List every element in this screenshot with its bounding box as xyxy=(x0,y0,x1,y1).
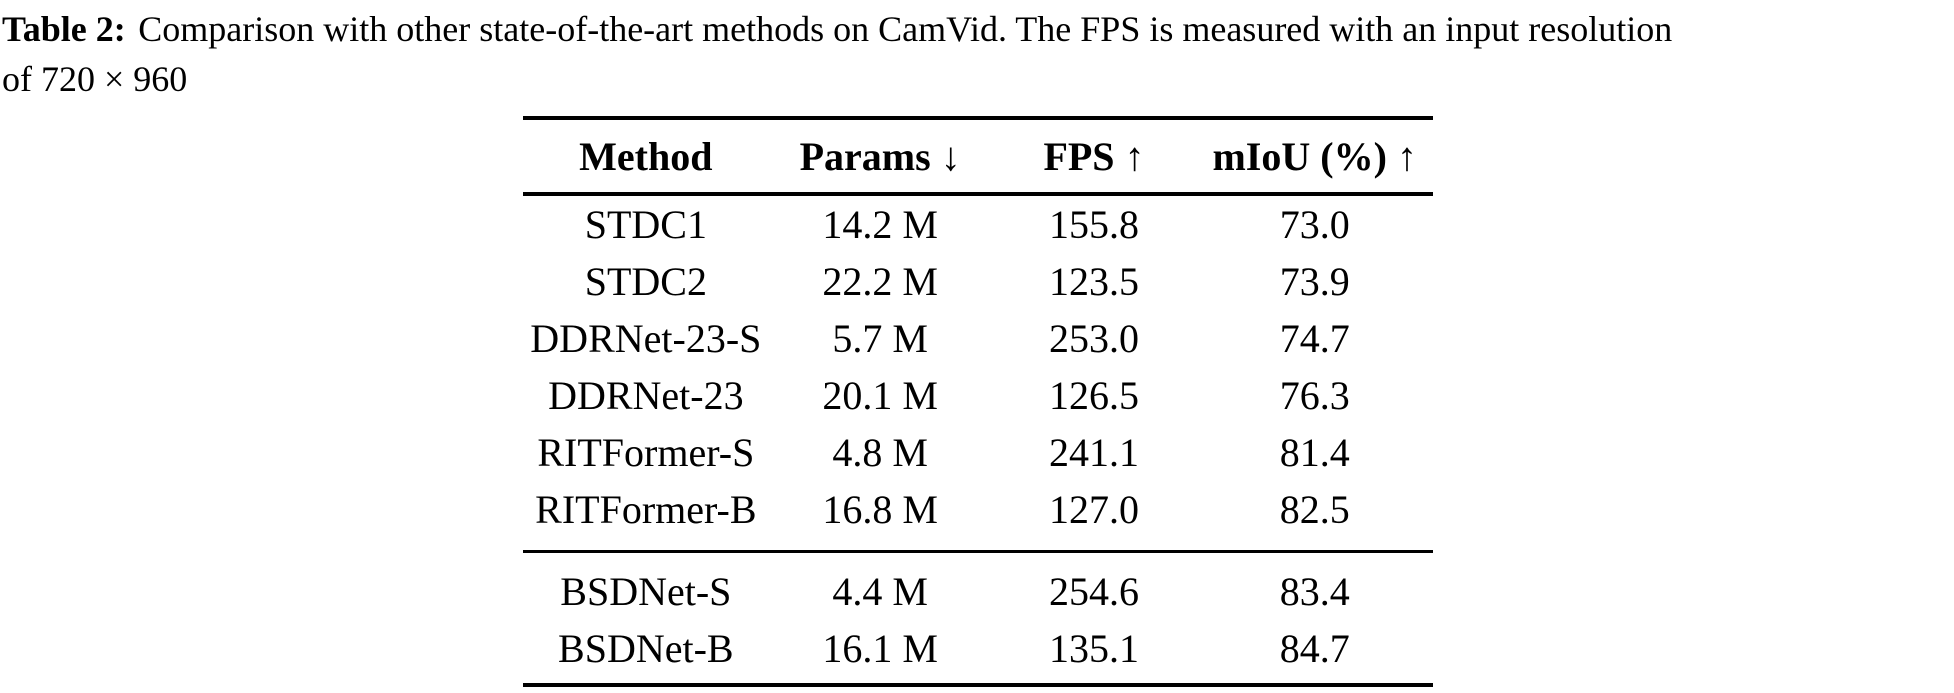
table-row xyxy=(523,481,1433,552)
table-row xyxy=(523,253,1433,310)
table-row xyxy=(523,367,1433,424)
cell-method: BSDNet-S xyxy=(560,569,732,614)
cell-miou: 76.3 xyxy=(1279,373,1350,418)
cell-method: BSDNet-B xyxy=(558,626,734,671)
cell-fps: 254.6 xyxy=(1049,569,1139,614)
col-header-miou: mIoU (%) ↑ xyxy=(1212,133,1417,179)
table-caption xyxy=(0,0,1954,104)
cell-method: RITFormer-S xyxy=(537,430,755,475)
cell-params: 22.2 M xyxy=(822,259,938,304)
caption-line-1 xyxy=(2,4,1954,54)
cell-fps: 123.5 xyxy=(1049,259,1139,304)
table-header xyxy=(523,118,1433,194)
caption-label: Table 2: xyxy=(2,9,126,49)
cell-miou: 83.4 xyxy=(1279,569,1350,614)
cell-method: STDC2 xyxy=(584,259,707,304)
cell-params: 4.4 M xyxy=(832,569,928,614)
cell-miou: 73.0 xyxy=(1279,202,1350,247)
cell-miou: 81.4 xyxy=(1279,430,1350,475)
caption-text-line2: of 720 × 960 xyxy=(2,59,188,99)
cell-fps: 241.1 xyxy=(1049,430,1139,475)
cell-method: DDRNet-23 xyxy=(548,373,744,418)
caption-line-2 xyxy=(2,54,1954,104)
cell-params: 16.8 M xyxy=(822,487,938,532)
cell-method: RITFormer-B xyxy=(535,487,757,532)
cell-miou: 82.5 xyxy=(1279,487,1350,532)
header-row xyxy=(523,118,1433,194)
col-header-params: Params ↓ xyxy=(799,133,961,179)
cell-fps: 126.5 xyxy=(1049,373,1139,418)
cell-params: 4.8 M xyxy=(832,430,928,475)
table-group-prior-methods xyxy=(523,194,1433,552)
table-row xyxy=(523,620,1433,685)
cell-miou: 74.7 xyxy=(1279,316,1350,361)
cell-miou: 84.7 xyxy=(1279,626,1350,671)
cell-method: STDC1 xyxy=(584,202,707,247)
table-row xyxy=(523,310,1433,367)
cell-params: 20.1 M xyxy=(822,373,938,418)
cell-fps: 155.8 xyxy=(1049,202,1139,247)
cell-fps: 135.1 xyxy=(1049,626,1139,671)
cell-fps: 253.0 xyxy=(1049,316,1139,361)
table-row xyxy=(523,552,1433,621)
table-group-bsdnet xyxy=(523,552,1433,686)
col-header-fps: FPS ↑ xyxy=(1043,133,1145,179)
caption-text-line1: Comparison with other state-of-the-art methods on CamVid. The FPS is measured with an input resolution xyxy=(138,9,1673,49)
table-row xyxy=(523,424,1433,481)
table-row xyxy=(523,194,1433,253)
cell-params: 16.1 M xyxy=(822,626,938,671)
comparison-table xyxy=(523,116,1433,687)
cell-miou: 73.9 xyxy=(1279,259,1350,304)
cell-params: 5.7 M xyxy=(832,316,928,361)
cell-params: 14.2 M xyxy=(822,202,938,247)
cell-fps: 127.0 xyxy=(1049,487,1139,532)
cell-method: DDRNet-23-S xyxy=(530,316,762,361)
col-header-method: Method xyxy=(579,133,713,179)
